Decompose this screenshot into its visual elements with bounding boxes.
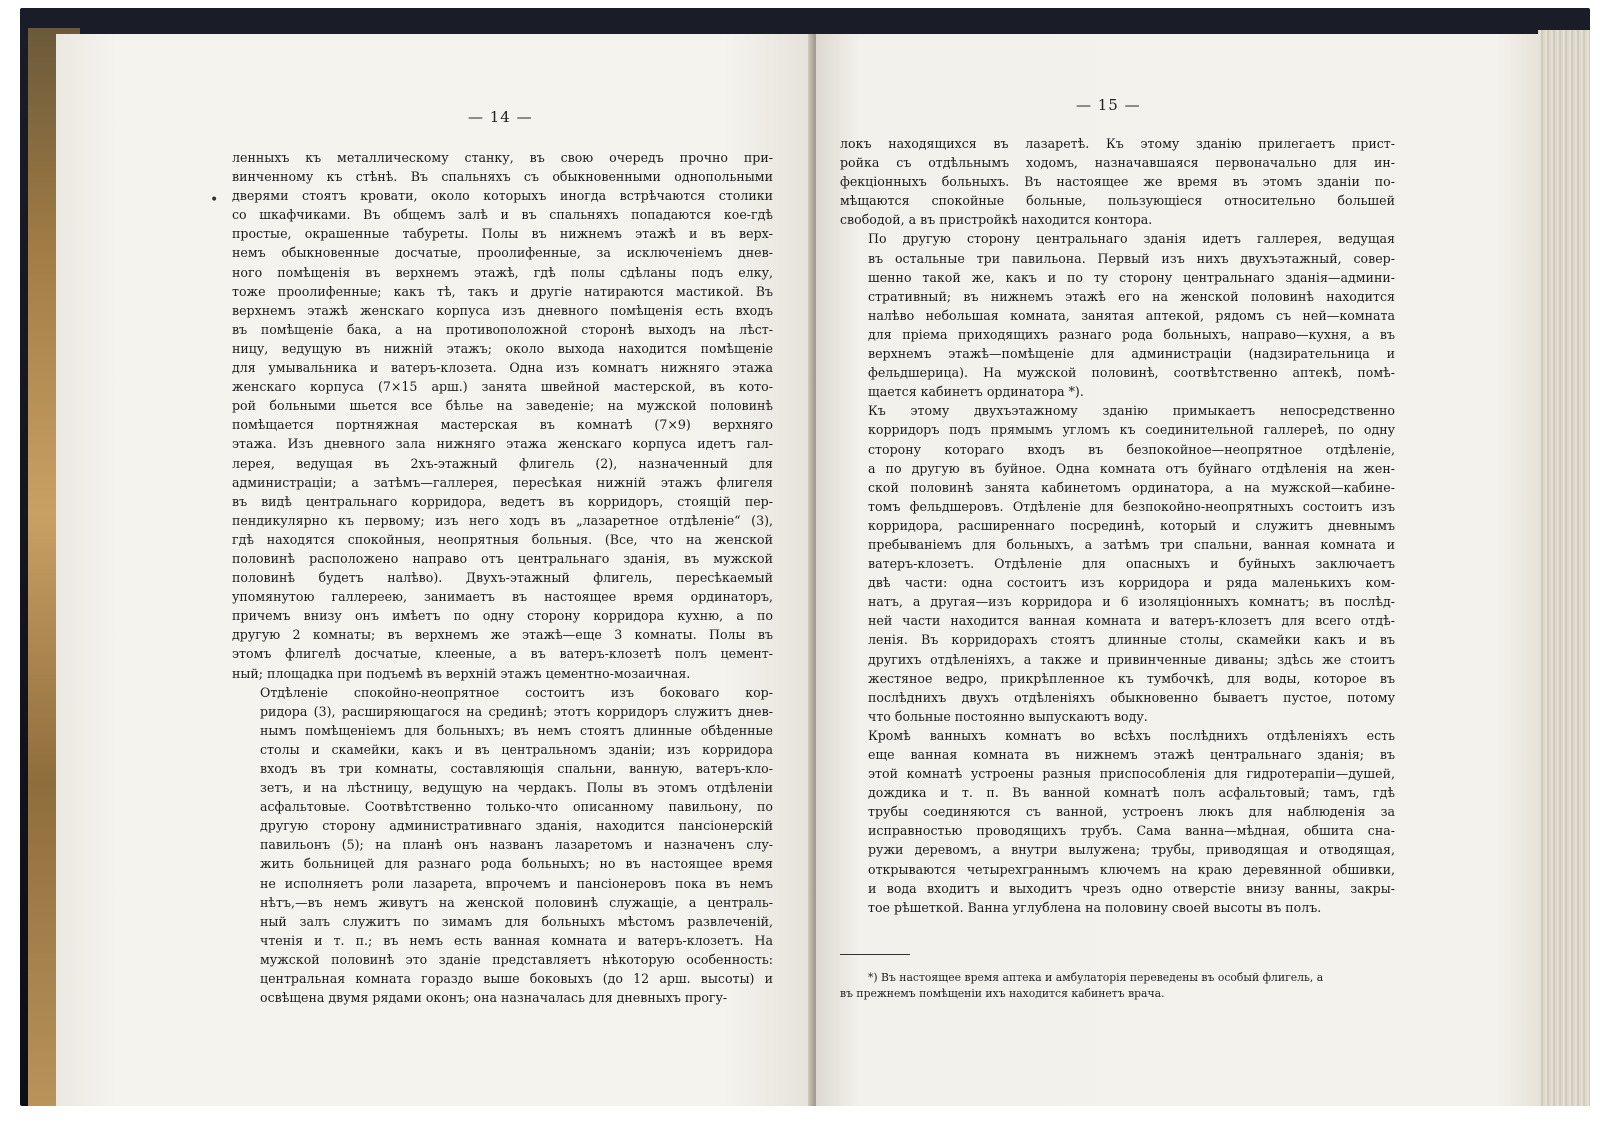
text-line: а по другую въ буйное. Одна комната отъ буйнаго отдѣленія на жен-	[868, 460, 1395, 476]
text-line: рой больными шьется все бѣлье на заведеніе; на мужской половинѣ	[232, 398, 773, 414]
text-line: стративный; въ нижнемъ этажѣ его на женской половинѣ находится	[868, 288, 1395, 304]
right-page	[816, 34, 1540, 1106]
text-line: томъ фельдшеровъ. Отдѣленіе для безпокойно-неопрятныхъ состоитъ изъ	[868, 498, 1395, 514]
text-line: корридора, расширеннаго посрединѣ, который и служитъ дневнымъ	[868, 517, 1395, 533]
page-number-15: — 15 —	[1076, 96, 1141, 114]
text-line: помѣщается портняжная мастерская въ комнатѣ (7×9) верхняго	[232, 417, 773, 433]
text-line: асфальтовые. Соотвѣтственно только-что описанному павильону, по	[260, 799, 773, 815]
text-line: ницу, ведущую въ нижній этажъ; около выхода находится помѣщеніе	[232, 340, 773, 356]
text-line: свободой, а въ пристройкѣ находится контора.	[840, 212, 1153, 228]
text-line: этомъ флигелѣ досчатые, клееные, а въ ватеръ-клозетѣ полъ цемент-	[232, 646, 773, 662]
text-line: для пріема приходящихъ разнаго рода больныхъ, направо—кухня, а въ	[868, 326, 1395, 342]
text-line: По другую сторону центральнаго зданія идетъ галлерея, ведущая	[868, 231, 1395, 247]
text-line: ного помѣщенія въ верхнемъ этажѣ, гдѣ полы сдѣланы подъ елку,	[232, 264, 773, 280]
text-line: лерея, ведущая въ 2хъ-этажный флигель (2), назначенный для	[232, 455, 773, 471]
footnote-line: въ прежнемъ помѣщеніи ихъ находится кабинетъ врача.	[840, 987, 1165, 1000]
text-line: ватеръ-клозетъ. Отдѣленіе для опасныхъ и буйныхъ заключаетъ	[868, 556, 1395, 572]
text-line: дверями стоятъ кровати, около которыхъ иногда встрѣчаются столики	[232, 188, 773, 204]
text-line: винченному къ стѣнѣ. Въ спальняхъ съ обыкновенными однопольными	[232, 169, 773, 185]
right-paragraph-1	[840, 134, 1395, 229]
margin-mark: •	[210, 192, 219, 208]
book-page-edges	[1538, 30, 1590, 1106]
text-line: для умывальника и ватеръ-клозета. Одна изъ комнатъ нижняго этажа	[232, 360, 773, 376]
footnote-rule	[840, 954, 910, 955]
right-paragraph-4	[840, 726, 1395, 917]
text-line: столы и скамейки, какъ и въ центральномъ зданіи; изъ корридора	[260, 741, 773, 757]
left-page-text	[232, 148, 773, 1007]
left-page	[56, 34, 816, 1106]
text-line: тое рѣшеткой. Ванна углублена на половину своей высоты въ полъ.	[868, 899, 1322, 915]
text-line: причемъ внизу онъ имѣетъ по одну сторону корридора кухню, а по	[232, 608, 773, 624]
text-line: пендикулярно къ первому; изъ него ходъ въ „лазаретное отдѣленіе“ (3),	[232, 512, 773, 528]
right-page-text	[840, 134, 1395, 917]
page-number-14: — 14 —	[468, 108, 533, 126]
text-line: центральная комната гораздо выше боковыхъ (до 12 арш. высоты) и	[260, 971, 773, 987]
text-line: ридора (3), расширяющагося на срединѣ; этотъ корридоръ служитъ днев-	[260, 703, 773, 719]
text-line: другую 2 комнаты; въ верхнемъ же этажѣ—еще 3 комнаты. Полы въ	[232, 627, 773, 643]
text-line: еще ванная комната въ нижнемъ этажѣ центральнаго зданія; въ	[868, 747, 1395, 762]
text-line: входъ въ три комнаты, составляющія спальни, ванную, ватеръ-кло-	[260, 761, 773, 776]
text-line: половинѣ расположено направо отъ центральнаго зданія, въ мужской	[232, 550, 773, 566]
text-line: послѣднихъ двухъ отдѣленіяхъ обыкновенно бываетъ пустое, потому	[868, 689, 1395, 705]
text-line: ный; площадка при подъемѣ въ верхній этажъ цементно-мозаичная.	[232, 665, 691, 681]
text-line: гдѣ находятся спокойныя, неопрятныя больныя. (Все, что на женской	[232, 531, 773, 547]
text-line: открываются четырехграннымъ ключемъ на краю деревянной обшивки,	[868, 861, 1395, 877]
text-line: упомянутою галлереею, занимаетъ въ настоящее время ординаторъ,	[232, 589, 773, 605]
text-line: тоже проолифенные; какъ тѣ, такъ и другіе натираются мастикой. Въ	[232, 283, 773, 299]
text-line: исправностью проводящихъ трубъ. Сама ванна—мѣдная, обшита сна-	[868, 823, 1395, 839]
text-line: освѣщена двумя рядами оконъ; она назначалась для дневныхъ прогу-	[260, 990, 728, 1006]
text-line: ный залъ служитъ по зимамъ для больныхъ мѣстомъ развлеченій,	[260, 913, 773, 929]
text-line: нѣтъ,—въ немъ живутъ на женской половинѣ служащіе, а централь-	[260, 894, 773, 910]
text-line: верхнемъ этажѣ женскаго корпуса изъ дневного помѣщенія есть входъ	[232, 302, 773, 318]
text-line: не исполняетъ роли лазарета, впрочемъ и пансіонеровъ пока въ немъ	[260, 875, 773, 891]
text-line: щается кабинетъ ординатора *).	[868, 384, 1084, 400]
text-line: двѣ части: одна состоитъ изъ корридора и ряда маленькихъ ком-	[868, 575, 1395, 591]
text-line: ружи деревомъ, а внутри вылужена; трубы, приводящая и отводящая,	[868, 842, 1395, 858]
text-line: нымъ помѣщеніемъ для больныхъ; въ немъ стоятъ длинные обѣденные	[260, 722, 773, 738]
text-line: другую сторону административнаго зданія, находится пансіонерскій	[260, 818, 773, 834]
text-line: Кромѣ ванныхъ комнатъ во всѣхъ послѣднихъ отдѣленіяхъ есть	[868, 727, 1395, 743]
text-line: половинѣ будетъ налѣво). Двухъ-этажный флигель, пересѣкаемый	[232, 570, 773, 586]
text-line: фельдшерица). На мужской половинѣ, соотвѣтственно аптекѣ, помѣ-	[868, 365, 1395, 381]
text-line: простые, окрашенные табуреты. Полы въ нижнемъ этажѣ и въ верх-	[232, 226, 773, 242]
text-line: дождика и т. п. Въ ванной комнатѣ полъ асфальтовый; тамъ, гдѣ	[868, 785, 1395, 801]
text-line: жить больницей для разнаго рода больныхъ; но въ настоящее время	[260, 856, 773, 872]
text-line: шенно такой же, какъ и по ту сторону центральнаго зданія—админи-	[868, 269, 1395, 285]
text-line: мѣщаются спокойные больные, пользующіеся относительно большей	[840, 193, 1395, 209]
text-line: этой комнатѣ устроены разныя приспособленія для гидротерапіи—душей,	[868, 766, 1395, 782]
footnote-line: *) Въ настоящее время аптека и амбулаторія переведены въ особый флигель, а	[868, 971, 1324, 984]
footnote	[840, 970, 1395, 1002]
text-line: мужской половинѣ это зданіе представляетъ нѣкоторую особенность:	[260, 951, 773, 967]
text-line: что больные постоянно выпускаютъ воду.	[868, 708, 1148, 724]
text-line: и вода входитъ и выходитъ чрезъ одно отверстіе внизу ванны, закры-	[868, 880, 1395, 896]
text-line: натъ, а другая—изъ корридора и 6 изоляціонныхъ комнатъ; въ послѣд-	[868, 594, 1395, 610]
text-line: налѣво небольшая комната, занятая аптекой, рядомъ съ ней—комната	[868, 307, 1395, 323]
text-line: сторону котораго входъ въ безпокойное—неопрятное отдѣленіе,	[868, 441, 1395, 457]
text-line: корридоръ подъ прямымъ угломъ къ соединительной галлереѣ, по одну	[868, 422, 1395, 438]
text-line: пребываніемъ для больныхъ, а затѣмъ три спальни, ванная комната и	[868, 536, 1395, 552]
text-line: въ остальные три павильона. Первый изъ нихъ двухъэтажный, совер-	[868, 250, 1395, 266]
text-line: въ видѣ центральнаго корридора, ведетъ въ корридоръ, стоящій пер-	[232, 493, 773, 509]
text-line: со шкафчиками. Въ общемъ залѣ и въ спальняхъ попадаются кое-гдѣ	[232, 207, 773, 223]
text-line: локъ находящихся въ лазаретѣ. Къ этому зданію прилегаетъ прист-	[840, 136, 1395, 151]
text-line: фекціонныхъ больныхъ. Въ настоящее же время въ этомъ зданіи по-	[840, 174, 1395, 190]
right-paragraph-2	[840, 229, 1395, 401]
text-line: другихъ отдѣленіяхъ, а также и привинченные диваны; здѣсь же стоитъ	[868, 651, 1395, 667]
text-line: администраціи; а затѣмъ—галлерея, пересѣкая нижній этажъ флигеля	[232, 474, 773, 490]
text-line: ройка съ отдѣльнымъ ходомъ, назначавшаяся первоначально для ин-	[840, 155, 1395, 171]
right-paragraph-3	[840, 401, 1395, 726]
left-paragraph-1	[232, 148, 773, 683]
text-line: зетъ, и на лѣстницу, ведущую на чердакъ. Полы въ этомъ отдѣленіи	[260, 780, 773, 796]
text-line: ленныхъ къ металлическому станку, въ свою очередъ прочно при-	[232, 150, 773, 165]
text-line: трубы соединяются съ ванной, устроенъ люкъ для наблюденія за	[868, 804, 1395, 820]
left-paragraph-2	[232, 683, 773, 1008]
text-line: чтенія и т. п.; въ немъ есть ванная комната и ватеръ-клозетъ. На	[260, 932, 773, 948]
text-line: ской половинѣ занята кабинетомъ ординатора, а на мужской—кабине-	[868, 479, 1395, 495]
text-line: ней части находится ванная комната и ватеръ-клозетъ для всего отдѣ-	[868, 613, 1395, 629]
text-line: Къ этому двухъэтажному зданію примыкаетъ непосредственно	[868, 403, 1395, 419]
text-line: Отдѣленіе спокойно-неопрятное состоитъ изъ боковаго кор-	[260, 684, 773, 700]
text-line: женскаго корпуса (7×15 арш.) занята швейной мастерской, въ кото-	[232, 379, 773, 395]
text-line: немъ обыкновенные досчатые, проолифенные, за исключеніемъ днев-	[232, 245, 773, 261]
text-line: жестяное ведро, прикрѣпленное къ тумбочкѣ, для воды, которое въ	[868, 670, 1395, 686]
text-line: верхнемъ этажѣ—помѣщеніе для администраціи (надзирательница и	[868, 346, 1395, 362]
text-line: ленія. Въ корридорахъ стоятъ длинные столы, скамейки какъ и въ	[868, 632, 1395, 648]
text-line: этажа. Изъ дневного зала нижняго этажа женскаго корпуса идетъ гал-	[232, 436, 773, 452]
text-line: павильонъ (5); на планѣ онъ названъ лазаретомъ и назначенъ слу-	[260, 837, 773, 853]
text-line: въ помѣщеніе бака, а на противоположной сторонѣ выходъ на лѣст-	[232, 321, 773, 337]
